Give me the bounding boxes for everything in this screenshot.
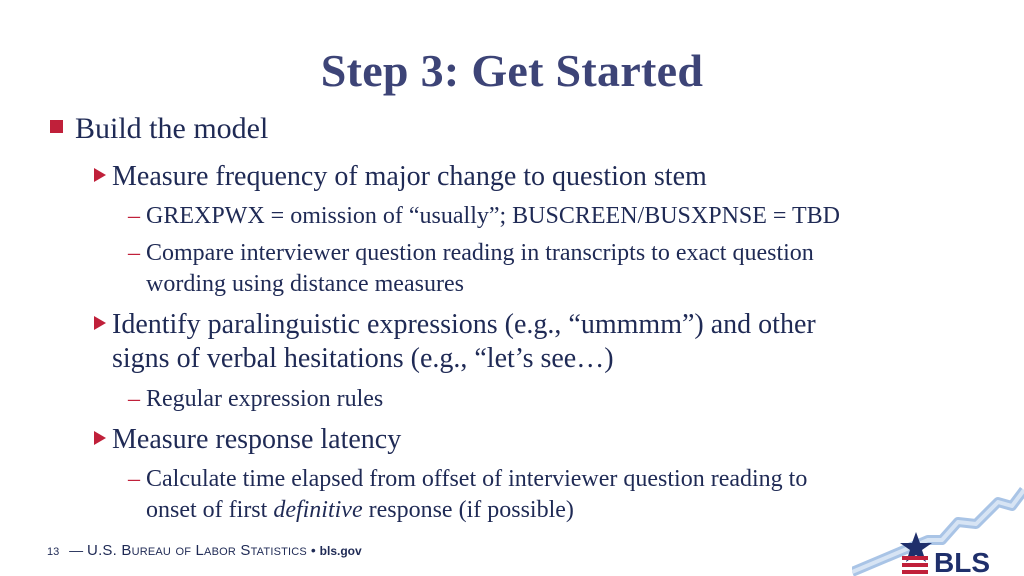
stripe-icon (902, 570, 928, 574)
bullet-text: Measure response latency (112, 424, 402, 455)
footer-dot: • (310, 542, 316, 558)
page-number: 13 (47, 546, 60, 558)
bullet-text: GREXPWX = omission of “usually”; BUSCREEN/BUSXPNSE = TBD (146, 203, 841, 229)
bullet-regular-expression (128, 384, 383, 415)
bls-logo (852, 480, 1024, 576)
text-emphasis: definitive (273, 497, 363, 523)
footer-separator: — (69, 542, 84, 558)
bullet-text-line2: signs of verbal hesitations (e.g., “let’s see…) (112, 343, 614, 374)
bullet-identify-paralinguistic (94, 308, 816, 376)
bullet-text-line1: Compare interviewer question reading in transcripts to exact question (146, 240, 814, 266)
text-pre: onset of first (146, 497, 274, 523)
bullet-response-latency (94, 423, 401, 457)
square-bullet-icon (50, 120, 63, 133)
triangle-bullet-icon (94, 316, 106, 330)
dash-bullet-icon: – (128, 203, 140, 229)
stripe-icon (902, 563, 928, 567)
bullet-text-line1: Identify paralinguistic expressions (e.g., “ummmm”) and other (112, 309, 816, 340)
bullet-grexpwx (128, 201, 840, 232)
slide-footer (47, 542, 362, 559)
bullet-calculate-time (128, 464, 807, 526)
dash-bullet-icon: – (128, 386, 140, 412)
bullet-text: Measure frequency of major change to question stem (112, 161, 707, 192)
dash-bullet-icon: – (128, 466, 140, 492)
stripe-icon (902, 556, 928, 560)
bullet-text-line2: wording using distance measures (146, 271, 464, 297)
bullet-text-line2 (128, 495, 807, 526)
triangle-bullet-icon (94, 168, 106, 182)
bullet-measure-frequency (94, 160, 707, 194)
dash-bullet-icon: – (128, 240, 140, 266)
bullet-compare-reading (128, 238, 814, 300)
bullet-text: Regular expression rules (146, 386, 384, 412)
website-link[interactable]: bls.gov (319, 544, 362, 558)
slide-title: Step 3: Get Started (320, 45, 704, 96)
agency-name: U.S. Bureau of Labor Statistics (87, 542, 307, 559)
bullet-text-line1: Calculate time elapsed from offset of interviewer question reading to (146, 466, 808, 492)
logo-text: BLS (934, 547, 990, 576)
bullet-text: Build the model (75, 112, 269, 145)
triangle-bullet-icon (94, 431, 106, 445)
bullet-build-model (50, 112, 268, 146)
text-post: response (if possible) (362, 497, 574, 523)
